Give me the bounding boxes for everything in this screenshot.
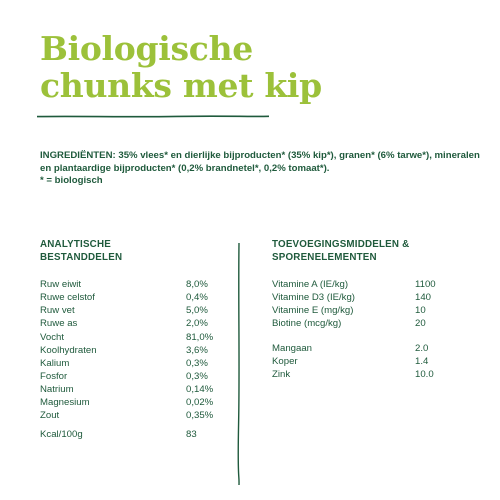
row-name: Fosfor [40, 370, 68, 382]
row-name: Vitamine D3 (IE/kg) [272, 292, 355, 304]
ingredients-text: INGREDIËNTEN: 35% vlees* en dierlijke bijproducten* (35% kip*), granen* (6% tarwe*), mineralen en plantaardige bijproducten* (0,2% brandnetel*, 0,2% tomaat*). [40, 150, 480, 174]
row-value: 20 [415, 318, 426, 330]
row-value: 0,35% [186, 410, 214, 422]
row-name: Biotine (mcg/kg) [272, 318, 342, 330]
product-title-line-1: Biologische [40, 29, 253, 68]
organic-note: * = biologisch [40, 175, 103, 186]
additives-title-line-2: SPORENELEMENTEN [272, 251, 377, 263]
title-underline-divider [37, 115, 269, 118]
row-value: 2.0 [415, 343, 429, 354]
row-value: 10 [415, 305, 426, 317]
additives-section-title [272, 239, 409, 264]
row-value: 0,3% [186, 357, 208, 369]
row-name: Mangaan [272, 343, 313, 354]
row-value: 0,14% [186, 384, 214, 396]
row-value: 3,6% [186, 344, 208, 356]
row-name: Ruw vet [40, 305, 75, 317]
row-name: Zink [272, 369, 291, 381]
row-value: 0,4% [186, 292, 208, 304]
analytic-title-line-2: BESTANDDELEN [40, 251, 123, 263]
row-name: Zout [40, 410, 60, 422]
row-value: 0,3% [186, 370, 208, 382]
row-value: 10.0 [415, 369, 434, 381]
row-value: 1.4 [415, 356, 429, 368]
analytic-title-line-1: ANALYTISCHE [40, 239, 111, 250]
row-name: Vitamine A (IE/kg) [272, 279, 349, 290]
row-value: 5,0% [186, 305, 208, 317]
additives-title-line-1: TOEVOEGINGSMIDDELEN & [272, 239, 410, 250]
row-name: Kalium [40, 357, 70, 369]
row-value: 2,0% [186, 318, 208, 330]
product-title-line-2: chunks met kip [40, 66, 322, 105]
row-value: 140 [415, 292, 432, 304]
analytic-section-title [40, 239, 122, 264]
column-divider [236, 243, 242, 485]
row-value: 8,0% [186, 279, 208, 290]
row-name: Ruwe celstof [40, 292, 95, 304]
row-name: Ruw eiwit [40, 279, 82, 290]
row-value: 0,02% [186, 397, 214, 409]
row-name: Koper [272, 356, 298, 368]
row-name: Ruwe as [40, 318, 78, 330]
ingredients-block [40, 150, 480, 188]
row-name: Natrium [40, 384, 74, 396]
row-name: Magnesium [40, 397, 90, 409]
row-name: Vocht [40, 331, 65, 343]
row-value: 81,0% [186, 331, 214, 343]
kcal-label: Kcal/100g [40, 429, 83, 440]
kcal-value: 83 [186, 429, 197, 440]
row-value: 1100 [415, 279, 436, 290]
product-title [40, 30, 322, 104]
row-name: Koolhydraten [40, 344, 97, 356]
row-name: Vitamine E (mg/kg) [272, 305, 354, 317]
